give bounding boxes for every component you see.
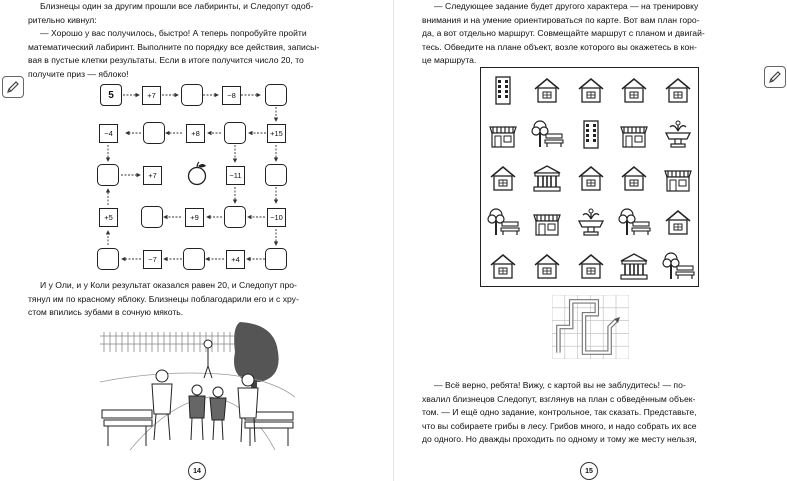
tree-bench-icon[interactable]: [485, 207, 521, 237]
shop-icon[interactable]: [529, 207, 565, 237]
maze-operation: −8: [222, 86, 241, 105]
text-line: тянул им по красному яблоку. Близнецы поблагодарили его и с хру-: [28, 293, 299, 304]
maze-answer-cell[interactable]: [224, 122, 246, 144]
house-icon[interactable]: [529, 251, 565, 281]
pencil-icon: [764, 66, 786, 88]
tree-bench-icon[interactable]: [616, 207, 652, 237]
page-number: 14: [188, 462, 206, 480]
text-line: Близнецы один за другим прошли все лабиринты, и Следопут одоб-: [40, 1, 314, 11]
text-line: це маршрута.: [422, 55, 477, 66]
maze-operation: +8: [186, 124, 205, 143]
house-icon[interactable]: [485, 163, 521, 193]
text-line: — Всё верно, ребята! Вижу, с картой вы не заблудитесь! — по-: [434, 380, 686, 390]
house-icon[interactable]: [660, 207, 696, 237]
text-line: получите приз — яблоко!: [28, 68, 129, 79]
shop-icon[interactable]: [660, 163, 696, 193]
fountain-icon[interactable]: [573, 207, 609, 237]
maze-answer-cell[interactable]: [143, 122, 165, 144]
maze-answer-cell[interactable]: [224, 206, 246, 228]
maze-operation: −4: [99, 124, 118, 143]
maze-operation: +9: [185, 208, 204, 227]
maze-operation: −7: [143, 250, 162, 269]
tree-bench-icon[interactable]: [529, 119, 565, 149]
tower-icon[interactable]: [485, 75, 521, 105]
maze-start-cell: 5: [100, 84, 122, 106]
house-icon[interactable]: [616, 75, 652, 105]
maze-operation: +4: [226, 250, 245, 269]
park-illustration: [100, 322, 295, 450]
museum-icon[interactable]: [616, 251, 652, 281]
text-line: математический лабиринт. Выполните по порядку все действия, записы-: [28, 41, 320, 52]
text-line: вая в пустые клетки результаты. Если в итоге получится число 20, то: [28, 55, 304, 66]
text-line: внимания и на умение ориентироваться по карте. Вот вам план горо-: [422, 14, 700, 25]
house-icon[interactable]: [573, 251, 609, 281]
text-line: — Хорошо у вас получилось, быстро! А теперь попробуйте пройти: [40, 28, 307, 38]
text-line: что вы собираете грибы в лесу. Грибов много, и надо собрать их все: [422, 420, 697, 431]
maze-operation: +7: [142, 86, 161, 105]
text-line: том. — И ещё одно задание, контрольное, так сказать. Представьте,: [422, 407, 697, 418]
apple-icon: [185, 161, 209, 187]
house-icon[interactable]: [573, 163, 609, 193]
maze-answer-cell[interactable]: [183, 248, 205, 270]
tower-icon[interactable]: [573, 119, 609, 149]
house-icon[interactable]: [485, 251, 521, 281]
maze-answer-cell[interactable]: [265, 248, 287, 270]
shop-icon[interactable]: [616, 119, 652, 149]
museum-icon[interactable]: [529, 163, 565, 193]
maze-answer-cell[interactable]: [97, 164, 119, 186]
fountain-icon[interactable]: [660, 119, 696, 149]
maze-operation: +7: [143, 166, 162, 185]
map-task-paragraph: [422, 0, 769, 68]
maze-answer-cell[interactable]: [141, 206, 163, 228]
maze-operation: −10: [267, 208, 286, 227]
result-paragraph: [28, 279, 383, 320]
maze-operation: +5: [99, 208, 118, 227]
route-map: [552, 295, 629, 359]
text-line: И у Оли, и у Коли результат оказался равен 20, и Следопут про-: [40, 280, 297, 290]
maze-answer-cell[interactable]: [181, 84, 203, 106]
tree-bench-icon[interactable]: [660, 251, 696, 281]
city-plan: [480, 67, 699, 287]
text-line: стом впились зубами в сочную мякоть.: [28, 307, 184, 318]
shop-icon[interactable]: [485, 119, 521, 149]
maze-answer-cell[interactable]: [265, 84, 287, 106]
maze-operation: +15: [267, 124, 286, 143]
house-icon[interactable]: [616, 163, 652, 193]
maze-operation: −11: [226, 166, 245, 185]
maze-answer-cell[interactable]: [97, 248, 119, 270]
text-line: тесь. Обведите на плане объект, возле которого вы окажетесь в кон-: [422, 41, 697, 52]
left-page: [0, 0, 393, 481]
text-line: — Следующее задание будет другого характера — на тренировку: [434, 1, 699, 11]
right-page: [394, 0, 787, 481]
text-line: до одного. Но дважды проходить по одному и тому же месту нельзя,: [422, 434, 697, 445]
text-line: рительно кивнул:: [28, 14, 97, 25]
text-line: да, а вот отдельно маршрут. Совмещайте маршрут с планом и двигай-: [422, 28, 705, 39]
house-icon[interactable]: [660, 75, 696, 105]
text-line: хвалил близнецов Следопут, взглянув на план с обведённым объек-: [422, 393, 696, 404]
house-icon[interactable]: [529, 75, 565, 105]
page-number: 15: [580, 462, 598, 480]
maze-answer-cell[interactable]: [265, 164, 287, 186]
closing-paragraph: [422, 379, 769, 447]
house-icon[interactable]: [573, 75, 609, 105]
